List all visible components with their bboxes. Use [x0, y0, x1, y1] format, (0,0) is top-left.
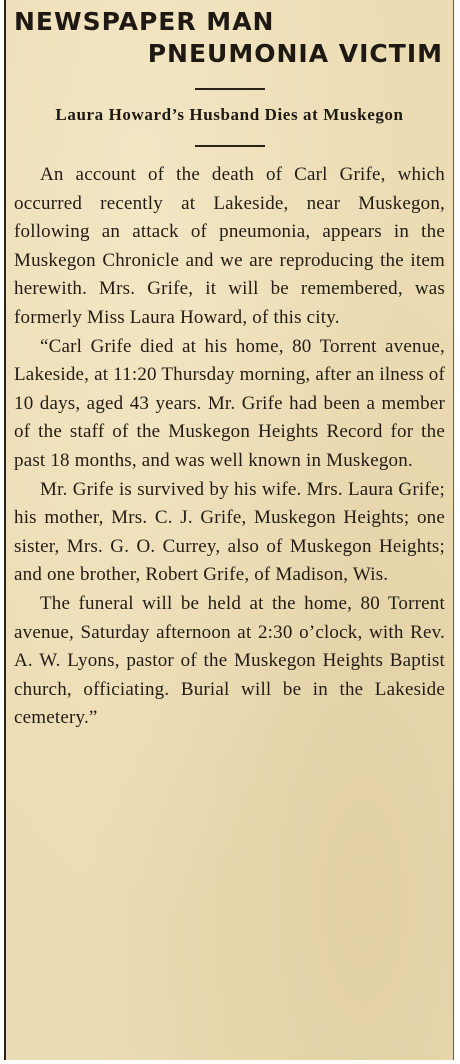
subheadline: Laura Howard’s Husband Dies at Muskegon	[55, 105, 404, 124]
paragraph-4: The funeral will be held at the home, 80 Torrent avenue, Saturday afternoon at 2:30 o’clock, with Rev. A. W. Lyons, pastor of the Muskegon Heights Baptist church, officiating. Burial will be in the Lakeside cemetery.”	[14, 592, 445, 729]
headline-line-1: NEWSPAPER MAN	[14, 7, 275, 36]
headline-line-2: PNEUMONIA VICTIM	[147, 39, 443, 68]
paragraph-1: An account of the death of Carl Grife, which occurred recently at Lakeside, near Muskegon, following an attack of pneumonia, appears in the Muskegon Chronicle and we are reproducing the item herewith. Mrs. Grife, it will be remembered, was formerly Miss Laura Howard, of this city.	[14, 164, 445, 328]
newspaper-clipping	[4, 0, 454, 1060]
headline	[6, 0, 453, 70]
paragraph-2: “Carl Grife died at his home, 80 Torrent avenue, Lakeside, at 11:20 Thursday morning, after an ilness of 10 days, aged 43 years. Mr. Grife had been a member of the staff of the Muskegon Heights Record for the past 18 months, and was well known in Muskegon.	[14, 335, 446, 471]
article-body	[6, 161, 453, 733]
paragraph-3: Mr. Grife is survived by his wife. Mrs. Laura Grife; his mother, Mrs. C. J. Grife, Muskegon Heights; one sister, Mrs. G. O. Currey, also of Muskegon Heights; and one brother, Robert Grife, of Madison, Wis.	[14, 478, 445, 586]
divider-rule-bottom	[195, 145, 265, 147]
divider-rule-top	[195, 88, 265, 90]
